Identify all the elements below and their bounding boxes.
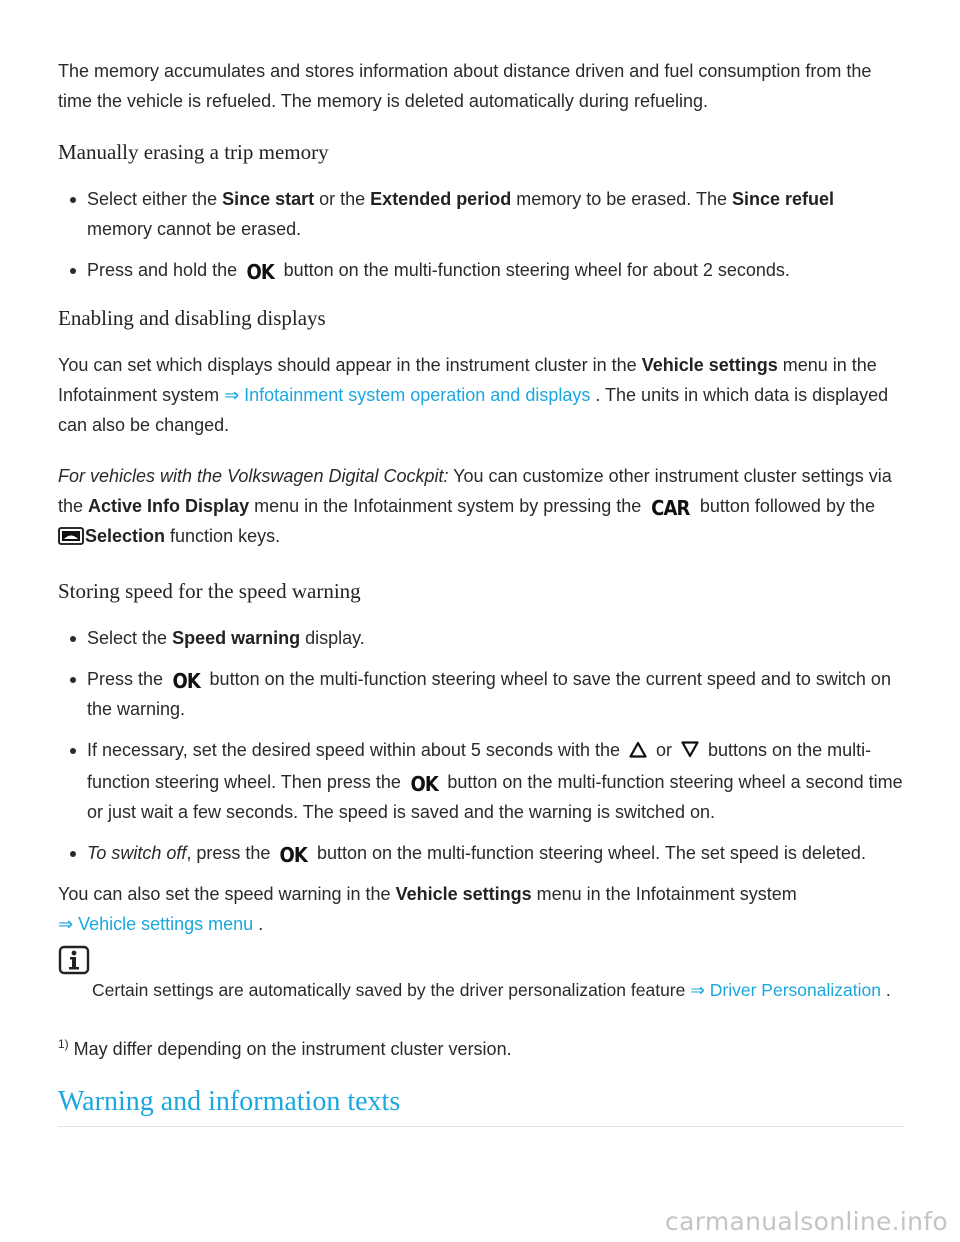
list-item <box>58 184 904 244</box>
text: Press the <box>87 669 169 689</box>
text: You can set which displays should appear in the instrument cluster in the <box>58 355 642 375</box>
text: menu in the Infotainment system by pressing the <box>249 496 647 516</box>
intro-paragraph: The memory accumulates and stores information about distance driven and fuel consumption from the time the vehicle is refueled. The memory is deleted automatically during refueling. <box>58 61 872 111</box>
text: display. <box>300 628 365 648</box>
section-heading-warning-texts[interactable]: Warning and information texts <box>58 1082 904 1127</box>
text: Press and hold the <box>87 260 243 280</box>
vehicle-settings-menu-link[interactable]: ⇒ Vehicle settings menu <box>58 914 259 934</box>
speed-warning-label: Speed warning <box>172 628 301 648</box>
note-box <box>58 945 904 1004</box>
footnote <box>58 1034 904 1064</box>
text: Select either the <box>87 189 223 209</box>
text: button on the multi-function steering wheel a second time or just wait a few seconds. The speed is saved and the warning is switched on. <box>87 772 903 822</box>
speed-warning-settings-paragraph <box>58 879 904 939</box>
manual-page <box>58 56 904 1127</box>
text: Certain settings are automatically saved by the driver personalization feature <box>92 980 691 1000</box>
text: buttons on the multi-function steering wheel. Then press the <box>87 740 872 792</box>
text: menu in the Infotainment system <box>58 355 877 405</box>
driver-personalization-link[interactable]: ⇒ Driver Personalization <box>690 980 886 1000</box>
text: You can also set the speed warning in the <box>58 884 396 904</box>
infotainment-operation-link[interactable]: ⇒ Infotainment system operation and displays <box>224 385 596 405</box>
text: memory to be erased. The <box>511 189 732 209</box>
text: If necessary, set the desired speed within about 5 seconds with the <box>87 740 625 760</box>
vehicle-settings-label: Vehicle settings <box>641 355 778 375</box>
list-item <box>58 735 904 827</box>
list-item <box>58 664 904 724</box>
footnote-marker: 1) <box>58 1037 69 1051</box>
arrow-up-icon <box>629 737 647 767</box>
text: . <box>885 980 891 1000</box>
text: , press the <box>186 843 276 863</box>
info-note-icon <box>58 945 90 975</box>
active-info-display-label: Active Info Display <box>88 496 250 516</box>
manual-erase-list <box>58 184 904 285</box>
digital-cockpit-paragraph <box>58 461 904 555</box>
heading-speed-warning: Storing speed for the speed warning <box>58 579 361 603</box>
heading-displays: Enabling and disabling displays <box>58 306 326 330</box>
text: . <box>258 914 264 934</box>
text: button on the multi-function steering wheel. The set speed is deleted. <box>311 843 866 863</box>
list-item <box>58 838 904 868</box>
text: . The units in which data is displayed can also be changed. <box>58 385 889 435</box>
watermark: carmanualsonline.info <box>665 1207 948 1236</box>
arrow-down-icon <box>681 737 699 767</box>
ok-key-icon: OK <box>410 772 438 796</box>
extended-period-label: Extended period <box>370 189 512 209</box>
car-key-icon: CAR <box>651 496 690 520</box>
text: function keys. <box>165 526 281 546</box>
selection-key-icon <box>58 525 84 555</box>
ok-key-icon: OK <box>279 843 308 867</box>
list-item <box>58 255 904 285</box>
text: button on the multi-function steering wheel to save the current speed and to switch on the warning. <box>87 669 891 719</box>
text: memory cannot be erased. <box>87 219 302 239</box>
text: You can customize other instrument cluster settings via the <box>58 466 892 516</box>
list-item <box>58 623 904 653</box>
ok-key-icon: OK <box>172 669 201 693</box>
heading-manual-erase: Manually erasing a trip memory <box>58 140 329 164</box>
speed-warning-list <box>58 623 904 868</box>
text: or the <box>314 189 371 209</box>
text: button followed by the <box>694 496 875 516</box>
to-switch-off-label: To switch off <box>87 843 187 863</box>
selection-label: Selection <box>85 526 166 546</box>
ok-key-icon: OK <box>246 260 275 284</box>
note-text <box>92 976 904 1004</box>
digital-cockpit-label: For vehicles with the Volkswagen Digital Cockpit: <box>58 466 449 486</box>
since-refuel-label: Since refuel <box>731 189 835 209</box>
vehicle-settings-label: Vehicle settings <box>395 884 532 904</box>
text: or <box>650 740 677 760</box>
text: button on the multi-function steering wheel for about 2 seconds. <box>278 260 790 280</box>
text: Select the <box>87 628 173 648</box>
text: menu in the Infotainment system <box>531 884 797 904</box>
footnote-text: May differ depending on the instrument cluster version. <box>68 1039 512 1059</box>
displays-paragraph <box>58 350 904 440</box>
since-start-label: Since start <box>222 189 315 209</box>
